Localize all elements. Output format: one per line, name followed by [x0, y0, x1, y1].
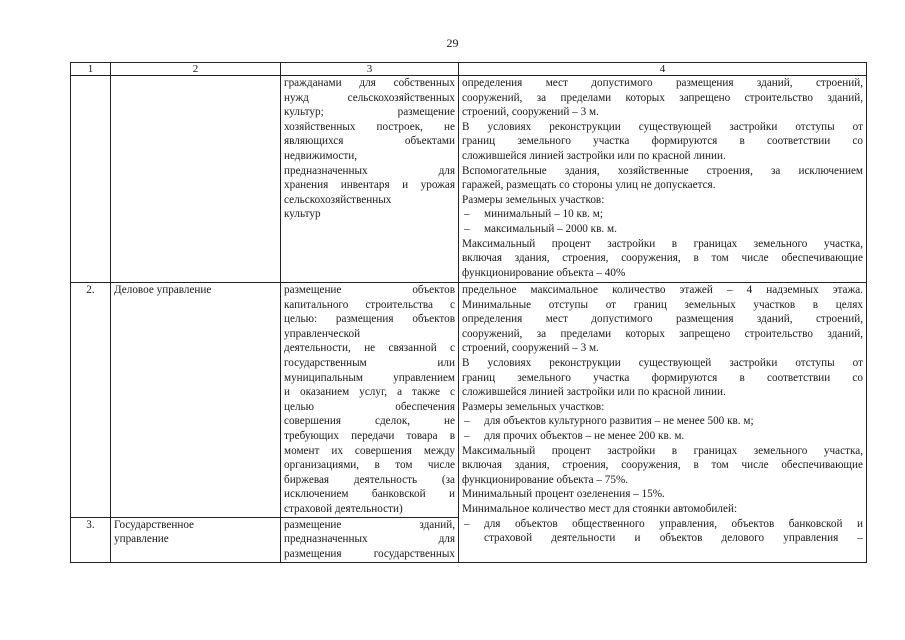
text-line — [462, 178, 863, 193]
text-line — [284, 207, 455, 222]
text-line-content: предназначенных для — [284, 533, 455, 546]
text-line — [462, 251, 863, 266]
list-dash: – — [464, 222, 470, 235]
text-lines — [284, 76, 455, 222]
text-line — [284, 327, 455, 342]
text-line-content: для прочих объектов – не менее 200 кв. м. — [484, 429, 685, 442]
text-line — [284, 312, 455, 327]
text-line — [462, 298, 863, 313]
text-line — [462, 356, 863, 371]
text-line — [284, 414, 455, 429]
text-line — [284, 458, 455, 473]
text-line-content: Минимальный процент озеленения – 15%. — [462, 488, 665, 501]
text-line-content: для объектов культурного развития – не менее 500 кв. м; — [484, 415, 754, 428]
text-line — [284, 76, 455, 91]
list-dash: – — [464, 517, 470, 530]
table-row — [71, 283, 867, 518]
page-number: 29 — [446, 36, 459, 50]
text-line-content: нужд сельскохозяйственных — [284, 91, 455, 104]
text-line — [462, 327, 863, 342]
zoning-table — [70, 62, 867, 563]
text-line — [462, 120, 863, 135]
text-line — [462, 134, 863, 149]
use-name — [111, 517, 281, 562]
text-line-content: культур — [284, 208, 321, 221]
list-dash: – — [464, 208, 470, 221]
use-parameters — [459, 283, 867, 563]
use-name-line: Государственное — [114, 518, 195, 531]
text-line — [462, 283, 863, 298]
text-line — [284, 120, 455, 135]
text-line-content: максимальный – 2000 кв. м. — [484, 222, 617, 235]
use-description — [281, 517, 459, 562]
text-line — [462, 266, 863, 281]
use-parameters — [459, 76, 867, 283]
table-row — [71, 76, 867, 283]
text-line-content: Минимальное количество мест для стоянки автомобилей: — [462, 502, 738, 515]
text-line-content: деятельности, не связанной с — [284, 342, 455, 355]
text-line — [462, 149, 863, 164]
text-line — [284, 371, 455, 386]
text-line — [284, 105, 455, 120]
text-line-content: недвижимости, — [284, 149, 358, 162]
text-line-content: сложившейся линией застройки или по красной линии. — [462, 149, 726, 162]
text-line-content: Максимальный процент застройки в границах земельного участка, — [462, 444, 863, 457]
text-line-content: культур; размещение — [284, 106, 455, 119]
text-line — [284, 283, 455, 298]
text-line-content: функционирование объекта – 40% — [462, 266, 626, 279]
text-line-content: муниципальным управлением — [284, 371, 455, 384]
text-line — [284, 444, 455, 459]
row-number: 2. — [71, 283, 111, 518]
text-line-content: определения мест допустимого размещения зданий, строений, — [462, 313, 863, 326]
text-line-content: и оказанием услуг, а также с — [284, 386, 455, 399]
text-line — [462, 531, 863, 546]
text-line — [284, 487, 455, 502]
text-line — [462, 444, 863, 459]
text-lines — [462, 283, 863, 546]
text-line-content: предельное максимальное количество этажей – 4 надземных этажа. — [462, 284, 863, 296]
text-line — [462, 414, 863, 429]
use-description — [281, 283, 459, 518]
text-line-content: государственным или — [284, 356, 455, 369]
use-description — [281, 76, 459, 283]
text-line — [284, 134, 455, 149]
text-line-content: требующих передачи товара в — [284, 429, 455, 442]
text-line-content: Размеры земельных участков: — [462, 400, 605, 413]
text-line-content: целью: размещения объектов — [284, 313, 455, 326]
text-lines — [284, 283, 455, 517]
text-line — [462, 237, 863, 252]
text-lines — [462, 76, 863, 280]
text-line — [284, 532, 455, 547]
text-line — [284, 178, 455, 193]
text-line — [284, 193, 455, 208]
text-line-content: капитального строительства с — [284, 298, 455, 311]
text-line — [462, 487, 863, 502]
text-line — [462, 429, 863, 444]
text-line-content: границ земельного участка формируются в соответствии со — [462, 135, 863, 148]
text-line-content: Вспомогательные здания, хозяйственные строения, за исключением — [462, 164, 863, 177]
text-line — [284, 385, 455, 400]
text-line-content: включая здания, строения, сооружения, в том числе обеспечивающие — [462, 252, 863, 265]
text-line-content: включая здания, строения, сооружения, в том числе обеспечивающие — [462, 459, 863, 472]
use-name: Деловое управление — [111, 283, 281, 518]
text-line — [284, 149, 455, 164]
text-line — [462, 207, 863, 222]
text-line — [462, 400, 863, 415]
text-line — [462, 502, 863, 517]
text-line — [284, 518, 455, 533]
text-line-content: сложившейся линией застройки или по красной линии. — [462, 386, 726, 399]
text-line-content: являющихся объектами — [284, 135, 455, 148]
text-line-content: сооружений, за пределами которых запрещено строительство зданий, — [462, 91, 863, 104]
text-line — [284, 91, 455, 106]
text-line — [462, 312, 863, 327]
use-name — [111, 76, 281, 283]
text-lines — [284, 518, 455, 562]
text-line-content: строений, сооружений – 3 м. — [462, 342, 599, 355]
text-line-content: страховой деятельности и объектов делового управления – — [484, 532, 863, 545]
header-col-4: 4 — [459, 63, 867, 76]
text-line — [462, 91, 863, 106]
text-line — [284, 164, 455, 179]
text-line — [462, 385, 863, 400]
text-line-content: предназначенных для — [284, 164, 455, 177]
text-line-content: функционирование объекта – 75%. — [462, 473, 629, 486]
text-line-content: В условиях реконструкции существующей застройки отступы от — [462, 120, 863, 133]
text-line — [284, 400, 455, 415]
text-line-content: сооружений, за пределами которых запрещено строительство зданий, — [462, 327, 863, 340]
text-line-content: для объектов общественного управления, объектов банковской и — [484, 517, 863, 530]
text-line-content: целью обеспечения — [284, 400, 455, 413]
text-line — [284, 547, 455, 562]
text-line-content: биржевая деятельность (за — [284, 473, 455, 486]
text-line-content: определения мест допустимого размещения зданий, строений, — [462, 77, 863, 89]
text-line — [462, 105, 863, 120]
text-line-content: совершения сделок, не — [284, 415, 455, 428]
text-line-content: хозяйственных построек, не — [284, 120, 455, 133]
text-line — [462, 164, 863, 179]
text-line-content: сельскохозяйственных — [284, 193, 392, 206]
text-line — [462, 222, 863, 237]
text-line-content: строений, сооружений – 3 м. — [462, 106, 599, 119]
text-line-content: В условиях реконструкции существующей застройки отступы от — [462, 356, 863, 369]
text-line — [462, 76, 863, 91]
text-line-content: хранения инвентаря и урожая — [284, 179, 455, 192]
text-line — [284, 502, 455, 517]
text-line-content: размещение объектов — [284, 284, 455, 296]
text-line-content: размещение зданий, — [284, 518, 455, 531]
text-line-content: Минимальные отступы от границ земельных участков в целях — [462, 298, 863, 311]
text-line — [284, 341, 455, 356]
text-line — [284, 298, 455, 313]
text-line — [462, 341, 863, 356]
text-line-content: гражданами для собственных — [284, 77, 455, 89]
text-line-content: размещения государственных — [284, 547, 455, 560]
text-line — [284, 429, 455, 444]
text-line-content: организациями, в том числе — [284, 459, 455, 472]
text-line — [284, 473, 455, 488]
text-line-content: Максимальный процент застройки в границах земельного участка, — [462, 237, 863, 250]
text-line-content: управленческой — [284, 327, 361, 340]
text-line — [462, 458, 863, 473]
list-dash: – — [464, 415, 470, 428]
header-col-3: 3 — [281, 63, 459, 76]
text-line-content: минимальный – 10 кв. м; — [484, 208, 603, 221]
list-dash: – — [464, 429, 470, 442]
text-line-content: исключением банковской и — [284, 488, 455, 501]
text-line — [462, 371, 863, 386]
text-line — [462, 193, 863, 208]
text-line-content: гаражей, размещать со стороны улиц не допускается. — [462, 179, 716, 192]
text-line-content: страховой деятельности) — [284, 502, 403, 515]
row-number: 3. — [71, 517, 111, 562]
text-line-content: Размеры земельных участков: — [462, 193, 605, 206]
row-number — [71, 76, 111, 283]
text-line-content: момент их совершения между — [284, 444, 455, 457]
header-row — [71, 63, 867, 76]
text-line-content: границ земельного участка формируются в соответствии со — [462, 371, 863, 384]
header-col-2: 2 — [111, 63, 281, 76]
text-line — [284, 356, 455, 371]
text-line — [462, 473, 863, 488]
header-col-1: 1 — [71, 63, 111, 76]
text-line — [462, 517, 863, 532]
use-name-line: управление — [114, 533, 169, 546]
